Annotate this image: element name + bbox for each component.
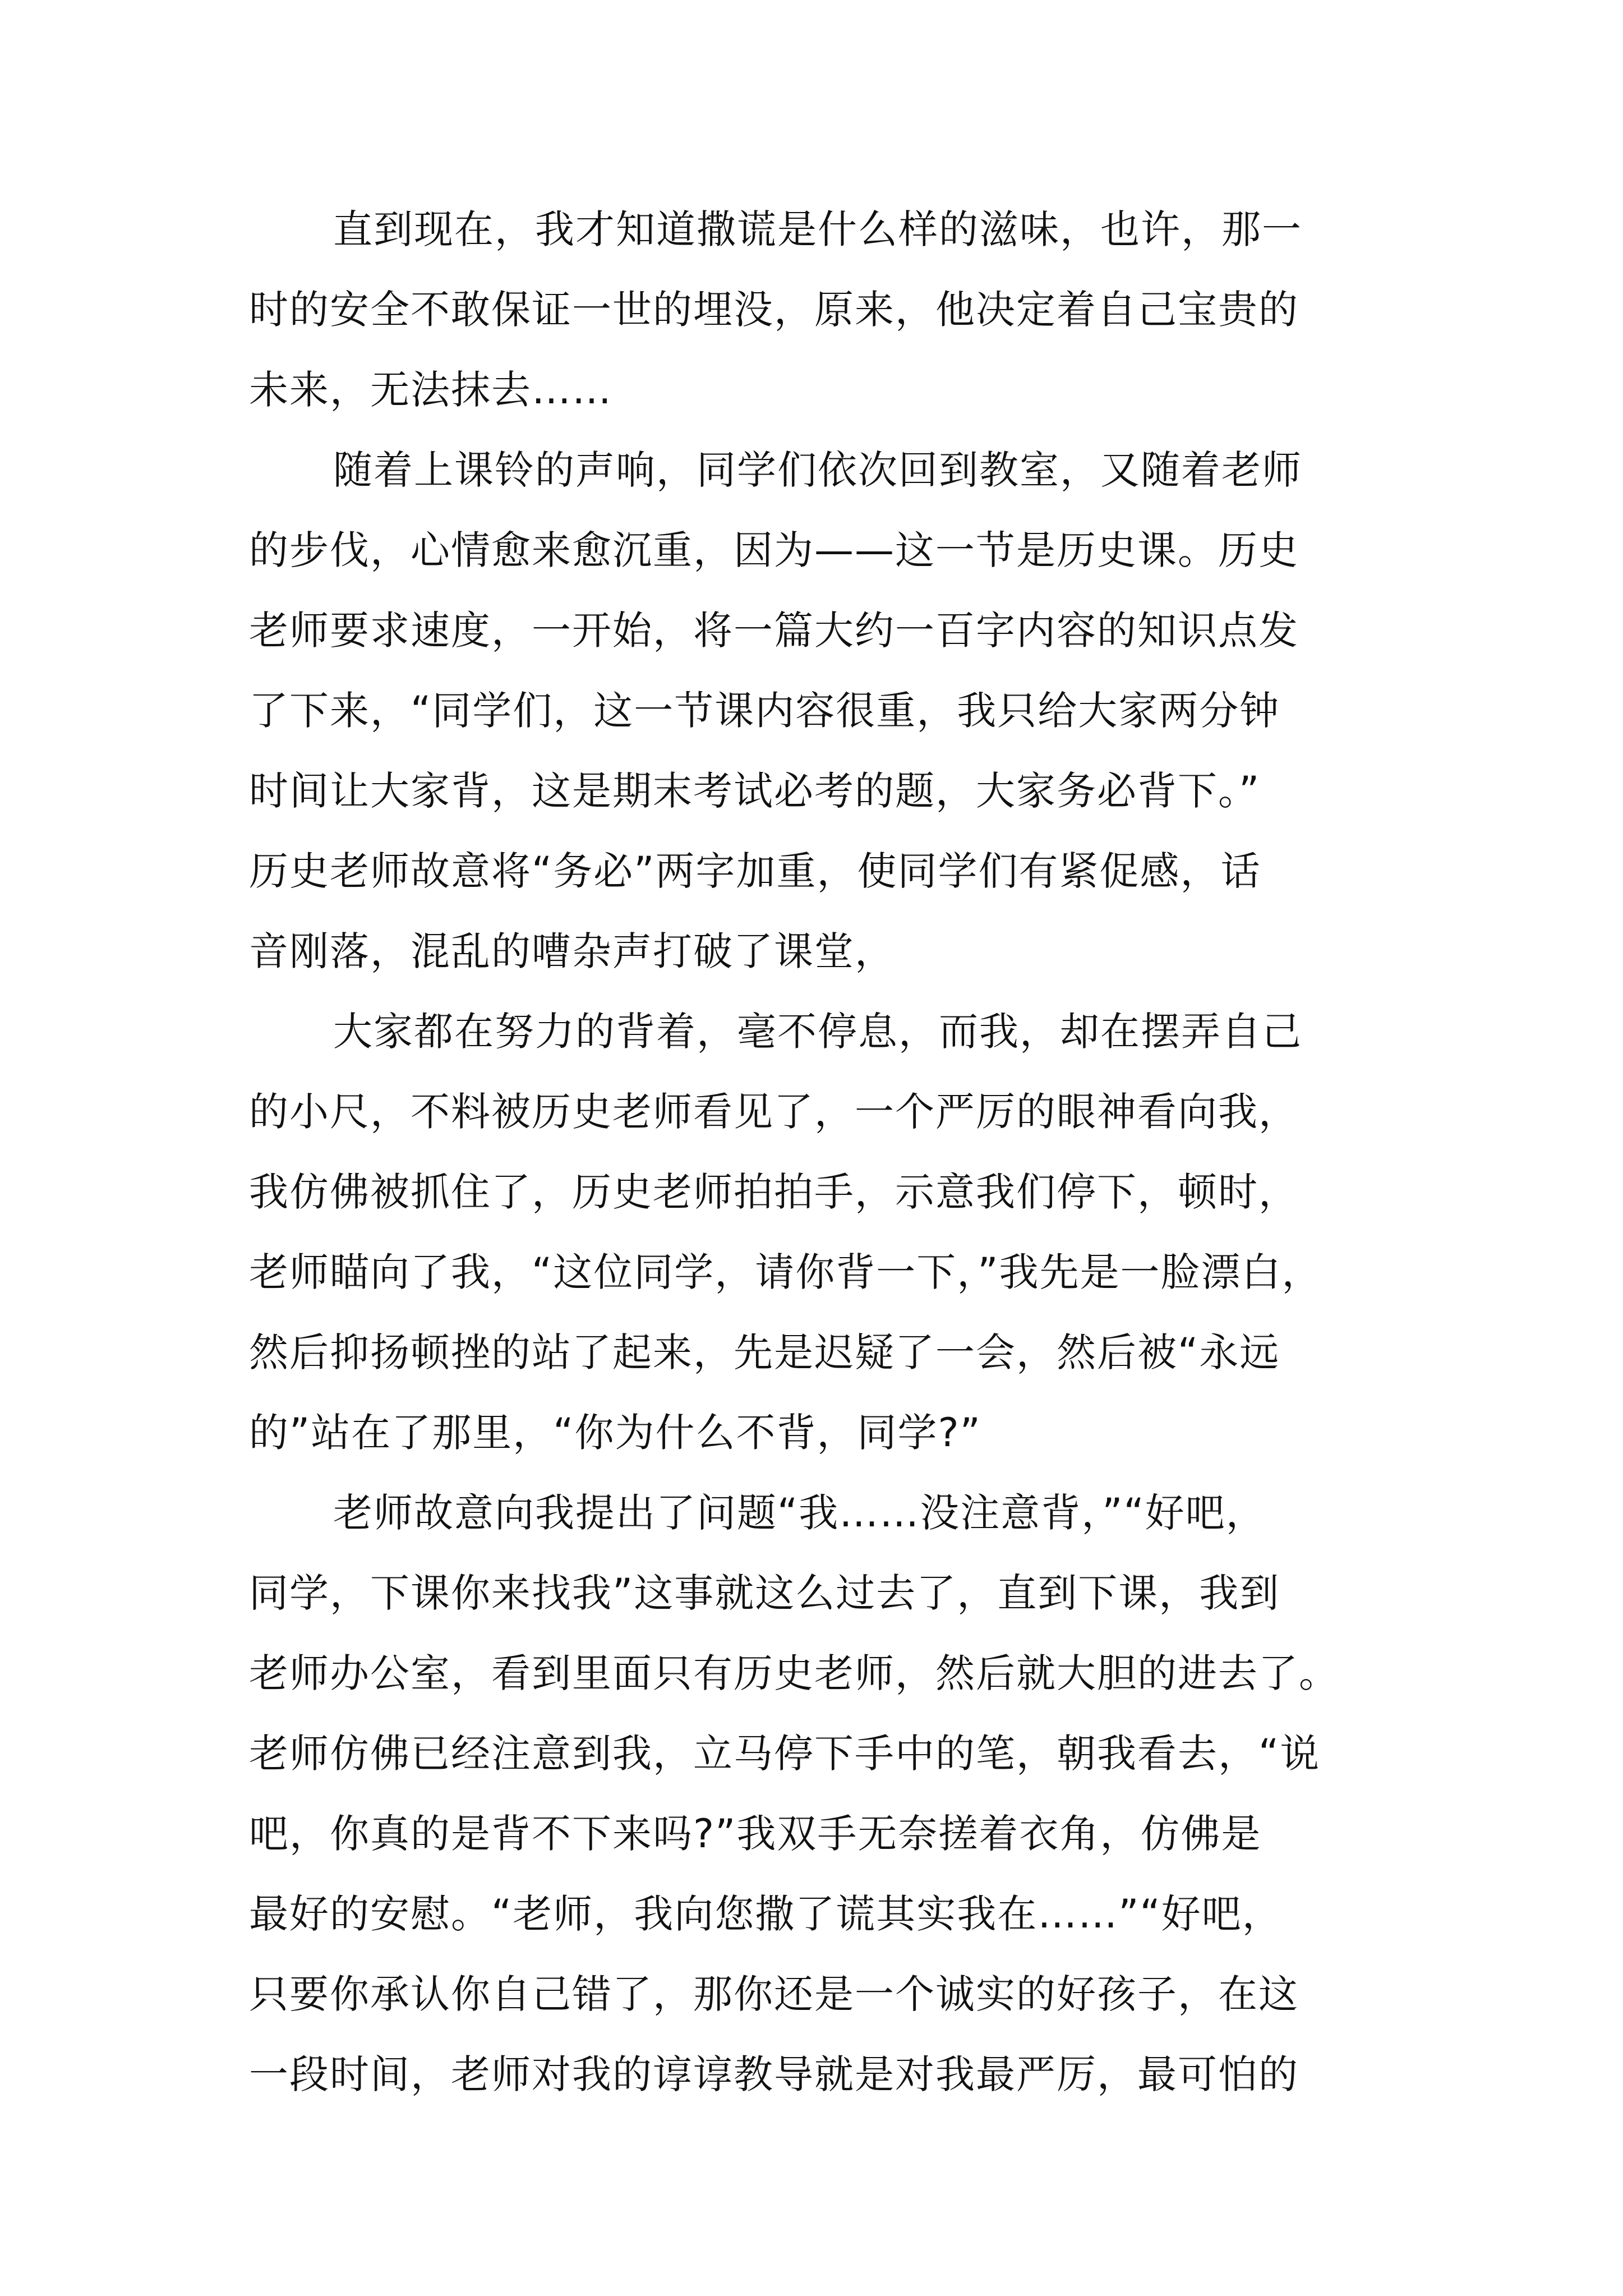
text-line: 吧，你真的是背不下来吗?”我双手无奈搓着衣角，仿佛是 (249, 1811, 1262, 1857)
text-line: 大家都在努力的背着，毫不停息，而我，却在摆弄自己 (333, 1009, 1302, 1055)
paragraph-4 (249, 1473, 1393, 2115)
text-line: 最好的安慰。“老师，我向您撒了谎其实我在……”“好吧， (249, 1891, 1283, 1937)
text-line: 随着上课铃的声响，同学们依次回到教室，又随着老师 (333, 447, 1302, 493)
text-line: 只要你承认你自己错了，那你还是一个诚实的好孩子，在这 (249, 1971, 1299, 2017)
paragraph-2 (249, 430, 1393, 992)
text-line: 老师办公室，看到里面只有历史老师，然后就大胆的进去了。 (249, 1650, 1339, 1696)
text-line: 老师仿佛已经注意到我，立马停下手中的笔，朝我看去，“说 (249, 1731, 1321, 1777)
text-line: 一段时间，老师对我的谆谆教导就是对我最严厉，最可怕的 (249, 2051, 1299, 2097)
text-line: 时间让大家背，这是期末考试必考的题，大家务必背下。” (249, 768, 1261, 814)
text-line: 的”站在了那里，“你为什么不背，同学?” (249, 1410, 981, 1456)
text-line: 我仿佛被抓住了，历史老师拍拍手，示意我们停下，顿时， (249, 1169, 1299, 1215)
text-line: 直到现在，我才知道撒谎是什么样的滋味，也许，那一 (333, 206, 1302, 252)
text-line: 老师瞄向了我，“这位同学，请你背一下，”我先是一脸漂白， (249, 1249, 1322, 1295)
text-line: 老师要求速度，一开始，将一篇大约一百字内容的知识点发 (249, 608, 1299, 654)
document-body (249, 190, 1393, 2115)
text-line: 的步伐，心情愈来愈沉重，因为——这一节是历史课。历史 (249, 527, 1299, 573)
text-line: 了下来，“同学们，这一节课内容很重，我只给大家两分钟 (249, 688, 1280, 734)
text-line: 音刚落，混乱的嘈杂声打破了课堂， (249, 928, 895, 974)
text-line: 历史老师故意将“务必”两字加重，使同学们有紧促感，话 (249, 848, 1261, 894)
paragraph-1 (249, 190, 1393, 430)
text-line: 老师故意向我提出了问题“我……没注意背，”“好吧， (333, 1490, 1266, 1536)
paragraph-3 (249, 992, 1393, 1473)
text-line: 时的安全不敢保证一世的埋没，原来，他决定着自己宝贵的 (249, 287, 1299, 333)
text-line: 同学，下课你来找我”这事就这么过去了，直到下课，我到 (249, 1570, 1280, 1616)
text-line: 然后抑扬顿挫的站了起来，先是迟疑了一会，然后被“永远 (249, 1329, 1280, 1375)
text-line: 未来，无法抹去…… (249, 367, 612, 413)
text-line: 的小尺，不料被历史老师看见了，一个严厉的眼神看向我， (249, 1089, 1299, 1135)
